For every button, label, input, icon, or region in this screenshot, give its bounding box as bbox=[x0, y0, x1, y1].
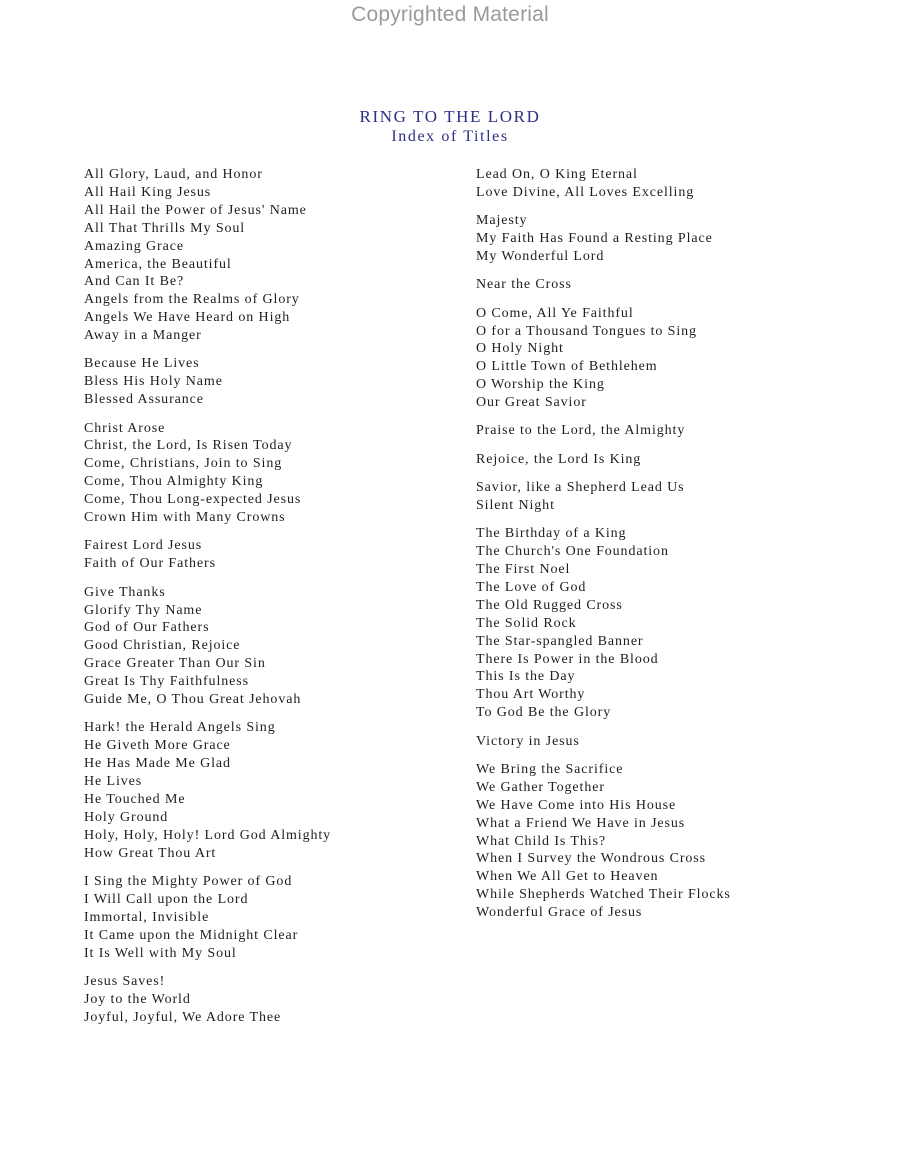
index-entry: What a Friend We Have in Jesus bbox=[476, 815, 686, 831]
index-entry: He Giveth More Grace bbox=[84, 738, 231, 754]
index-letter-group bbox=[476, 166, 876, 202]
index-entry: He Has Made Me Glad bbox=[84, 756, 231, 772]
index-entry: Rejoice, the Lord Is King bbox=[476, 451, 642, 467]
index-entry: He Lives bbox=[84, 774, 143, 790]
index-entry: My Faith Has Found a Resting Place bbox=[476, 231, 713, 247]
index-entry: Silent Night bbox=[476, 497, 555, 513]
index-entry: I Will Call upon the Lord bbox=[84, 891, 249, 907]
index-entry: Fairest Lord Jesus bbox=[84, 538, 203, 554]
copyright-watermark: Copyrighted Material bbox=[351, 3, 549, 26]
index-entry: Great Is Thy Faithfulness bbox=[84, 674, 249, 690]
index-entry: Good Christian, Rejoice bbox=[84, 638, 241, 654]
index-entry: O Little Town of Bethlehem bbox=[476, 359, 658, 375]
index-entry: To God Be the Glory bbox=[476, 705, 612, 721]
index-entry: Because He Lives bbox=[84, 356, 200, 372]
index-entry: While Shepherds Watched Their Flocks bbox=[476, 887, 731, 903]
index-entry: How Great Thou Art bbox=[84, 845, 217, 861]
index-entry: Come, Christians, Join to Sing bbox=[84, 456, 283, 472]
index-entry: Wonderful Grace of Jesus bbox=[476, 905, 643, 921]
index-letter-group bbox=[84, 719, 464, 862]
index-letter-group bbox=[476, 305, 876, 412]
index-entry: What Child Is This? bbox=[476, 833, 606, 849]
index-letter-group bbox=[476, 761, 876, 922]
index-entry: Victory in Jesus bbox=[476, 733, 580, 749]
index-entry: My Wonderful Lord bbox=[476, 249, 605, 265]
index-entry: This Is the Day bbox=[476, 669, 576, 685]
index-entry: When We All Get to Heaven bbox=[476, 869, 659, 885]
index-entry: Lead On, O King Eternal bbox=[476, 167, 638, 182]
index-entry: We Have Come into His House bbox=[476, 797, 677, 813]
index-letter-group bbox=[84, 973, 464, 1027]
index-entry: Angels We Have Heard on High bbox=[84, 310, 291, 326]
index-entry: Glorify Thy Name bbox=[84, 602, 203, 618]
index-entry: Joy to the World bbox=[84, 991, 191, 1007]
index-entry: It Came upon the Midnight Clear bbox=[84, 927, 299, 943]
index-entry: The Solid Rock bbox=[476, 615, 577, 631]
index-letter-group bbox=[476, 451, 876, 469]
index-entry: O Holy Night bbox=[476, 341, 564, 357]
index-entry: Come, Thou Almighty King bbox=[84, 474, 264, 490]
index-entry: Thou Art Worthy bbox=[476, 687, 586, 703]
index-letter-group bbox=[476, 276, 876, 294]
index-entry: Immortal, Invisible bbox=[84, 909, 210, 925]
index-entry: Our Great Savior bbox=[476, 395, 587, 411]
index-entry: The Love of God bbox=[476, 579, 587, 595]
index-letter-group bbox=[476, 212, 876, 266]
index-entry: When I Survey the Wondrous Cross bbox=[476, 851, 707, 867]
index-letter-group bbox=[84, 355, 464, 409]
index-entry: Come, Thou Long-expected Jesus bbox=[84, 492, 302, 508]
index-entry: It Is Well with My Soul bbox=[84, 945, 237, 961]
index-entry: Bless His Holy Name bbox=[84, 374, 223, 390]
index-entry: Christ Arose bbox=[84, 420, 166, 436]
index-entry: O for a Thousand Tongues to Sing bbox=[476, 323, 697, 339]
index-entry: Love Divine, All Loves Excelling bbox=[476, 184, 695, 200]
index-letter-group bbox=[84, 537, 464, 573]
page-title: RING TO THE LORD bbox=[359, 107, 541, 126]
index-letter-group bbox=[476, 422, 876, 440]
index-column-left bbox=[84, 166, 464, 1037]
index-entry: Joyful, Joyful, We Adore Thee bbox=[84, 1009, 282, 1025]
index-entry: Angels from the Realms of Glory bbox=[84, 292, 300, 308]
index-entry: The Church's One Foundation bbox=[476, 544, 669, 560]
index-entry: Faith of Our Fathers bbox=[84, 556, 216, 572]
index-entry: Christ, the Lord, Is Risen Today bbox=[84, 438, 293, 454]
index-entry: The Birthday of a King bbox=[476, 526, 627, 542]
index-letter-group bbox=[84, 166, 464, 345]
index-letter-group bbox=[84, 873, 464, 963]
page-subtitle: Index of Titles bbox=[391, 128, 509, 145]
index-entry: Crown Him with Many Crowns bbox=[84, 510, 286, 526]
index-letter-group bbox=[476, 525, 876, 722]
index-entry: The Star-spangled Banner bbox=[476, 633, 644, 649]
index-entry: Give Thanks bbox=[84, 584, 166, 600]
index-entry: America, the Beautiful bbox=[84, 256, 232, 272]
index-entry: He Touched Me bbox=[84, 791, 186, 807]
index-entry: Near the Cross bbox=[476, 277, 572, 293]
index-entry: Holy Ground bbox=[84, 809, 169, 825]
index-entry: God of Our Fathers bbox=[84, 620, 210, 636]
index-entry: O Worship the King bbox=[476, 377, 605, 393]
index-letter-group bbox=[476, 479, 876, 515]
index-entry: Amazing Grace bbox=[84, 238, 184, 254]
index-entry: Savior, like a Shepherd Lead Us bbox=[476, 480, 685, 496]
index-letter-group bbox=[84, 584, 464, 709]
index-entry: Grace Greater Than Our Sin bbox=[84, 656, 266, 672]
index-entry: I Sing the Mighty Power of God bbox=[84, 873, 293, 889]
index-entry: Blessed Assurance bbox=[84, 392, 204, 408]
index-entry: Away in a Manger bbox=[84, 328, 202, 344]
index-entry: O Come, All Ye Faithful bbox=[476, 305, 634, 321]
index-entry: All Glory, Laud, and Honor bbox=[84, 167, 263, 182]
index-column-right bbox=[476, 166, 876, 932]
index-entry: All Hail King Jesus bbox=[84, 184, 212, 200]
index-entry: Majesty bbox=[476, 213, 528, 229]
index-entry: And Can It Be? bbox=[84, 274, 185, 290]
index-entry: All Hail the Power of Jesus' Name bbox=[84, 202, 307, 218]
index-entry: Holy, Holy, Holy! Lord God Almighty bbox=[84, 827, 332, 843]
index-letter-group bbox=[476, 733, 876, 751]
index-entry: There Is Power in the Blood bbox=[476, 651, 659, 667]
index-entry: Praise to the Lord, the Almighty bbox=[476, 423, 686, 439]
index-letter-group bbox=[84, 420, 464, 527]
index-entry: Jesus Saves! bbox=[84, 973, 166, 989]
index-entry: The Old Rugged Cross bbox=[476, 597, 623, 613]
index-entry: Guide Me, O Thou Great Jehovah bbox=[84, 692, 302, 708]
index-entry: Hark! the Herald Angels Sing bbox=[84, 720, 276, 736]
index-entry: The First Noel bbox=[476, 562, 571, 578]
index-entry: All That Thrills My Soul bbox=[84, 220, 246, 236]
index-entry: We Gather Together bbox=[476, 779, 605, 795]
index-entry: We Bring the Sacrifice bbox=[476, 761, 624, 777]
